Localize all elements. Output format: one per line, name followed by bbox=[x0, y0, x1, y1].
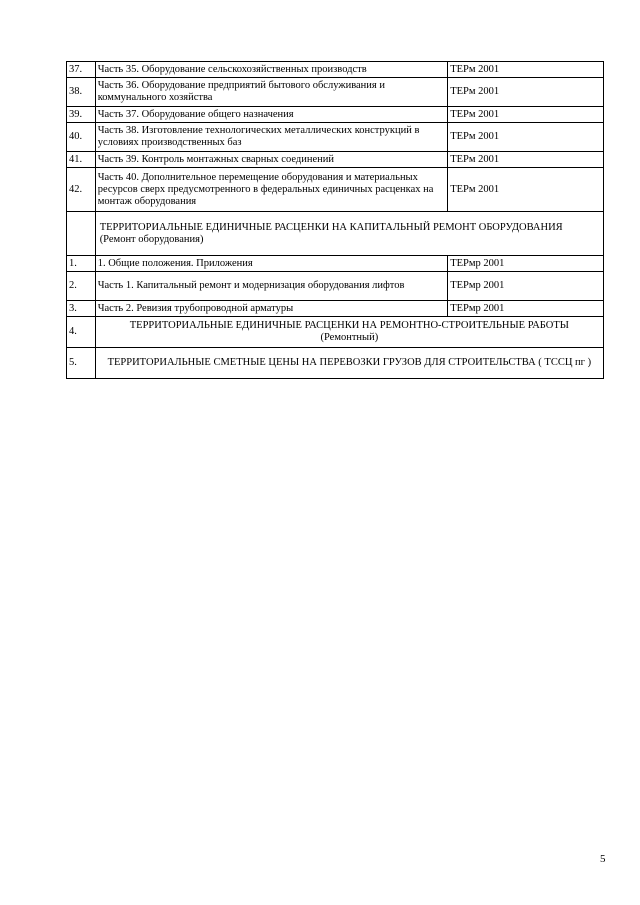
table-row bbox=[67, 78, 604, 107]
row-number: 1. bbox=[67, 256, 96, 272]
table-row bbox=[67, 256, 604, 272]
price-list-table bbox=[66, 61, 604, 379]
section-title: ТЕРРИТОРИАЛЬНЫЕ ЕДИНИЧНЫЕ РАСЦЕНКИ НА РЕМОНТНО-СТРОИТЕЛЬНЫЕ РАБОТЫ (Ремонтный) bbox=[95, 317, 603, 348]
row-number: 39. bbox=[67, 107, 96, 123]
row-number: 4. bbox=[67, 317, 96, 348]
table-row bbox=[67, 107, 604, 123]
row-code: ТЕРмр 2001 bbox=[448, 301, 604, 317]
section-title: ТЕРРИТОРИАЛЬНЫЕ СМЕТНЫЕ ЦЕНЫ НА ПЕРЕВОЗКИ ГРУЗОВ ДЛЯ СТРОИТЕЛЬСТВА ( ТССЦ пг ) bbox=[95, 348, 603, 379]
page-number: 5 bbox=[600, 853, 606, 865]
row-number: 37. bbox=[67, 62, 96, 78]
row-number: 40. bbox=[67, 123, 96, 152]
row-number: 5. bbox=[67, 348, 96, 379]
table-row bbox=[67, 62, 604, 78]
row-name: Часть 37. Оборудование общего назначения bbox=[95, 107, 448, 123]
row-code: ТЕРм 2001 bbox=[448, 152, 604, 168]
row-code: ТЕРм 2001 bbox=[448, 123, 604, 152]
table-row bbox=[67, 272, 604, 301]
row-code: ТЕРм 2001 bbox=[448, 168, 604, 212]
section-row bbox=[67, 317, 604, 348]
row-number: 38. bbox=[67, 78, 96, 107]
row-name: Часть 40. Дополнительное перемещение оборудования и материальных ресурсов сверх предусмотренного в федеральных единичных расценках на монтаж оборудования bbox=[95, 168, 448, 212]
table-row bbox=[67, 123, 604, 152]
row-number: 2. bbox=[67, 272, 96, 301]
row-code: ТЕРм 2001 bbox=[448, 107, 604, 123]
row-name: 1. Общие положения. Приложения bbox=[95, 256, 448, 272]
row-code: ТЕРмр 2001 bbox=[448, 256, 604, 272]
row-name: Часть 35. Оборудование сельскохозяйственных производств bbox=[95, 62, 448, 78]
section-row bbox=[67, 212, 604, 256]
section-title: ТЕРРИТОРИАЛЬНЫЕ ЕДИНИЧНЫЕ РАСЦЕНКИ НА КАПИТАЛЬНЫЙ РЕМОНТ ОБОРУДОВАНИЯ (Ремонт оборудования) bbox=[95, 212, 603, 256]
row-name: Часть 39. Контроль монтажных сварных соединений bbox=[95, 152, 448, 168]
row-name: Часть 36. Оборудование предприятий бытового обслуживания и коммунального хозяйства bbox=[95, 78, 448, 107]
row-name: Часть 1. Капитальный ремонт и модернизация оборудования лифтов bbox=[95, 272, 448, 301]
row-name: Часть 38. Изготовление технологических металлических конструкций в условиях производственных баз bbox=[95, 123, 448, 152]
table-row bbox=[67, 301, 604, 317]
row-number: 42. bbox=[67, 168, 96, 212]
table-row bbox=[67, 152, 604, 168]
section-row bbox=[67, 348, 604, 379]
table-row bbox=[67, 168, 604, 212]
row-code: ТЕРм 2001 bbox=[448, 62, 604, 78]
row-code: ТЕРм 2001 bbox=[448, 78, 604, 107]
row-number: 41. bbox=[67, 152, 96, 168]
row-number-empty bbox=[67, 212, 96, 256]
row-name: Часть 2. Ревизия трубопроводной арматуры bbox=[95, 301, 448, 317]
row-code: ТЕРмр 2001 bbox=[448, 272, 604, 301]
row-number: 3. bbox=[67, 301, 96, 317]
